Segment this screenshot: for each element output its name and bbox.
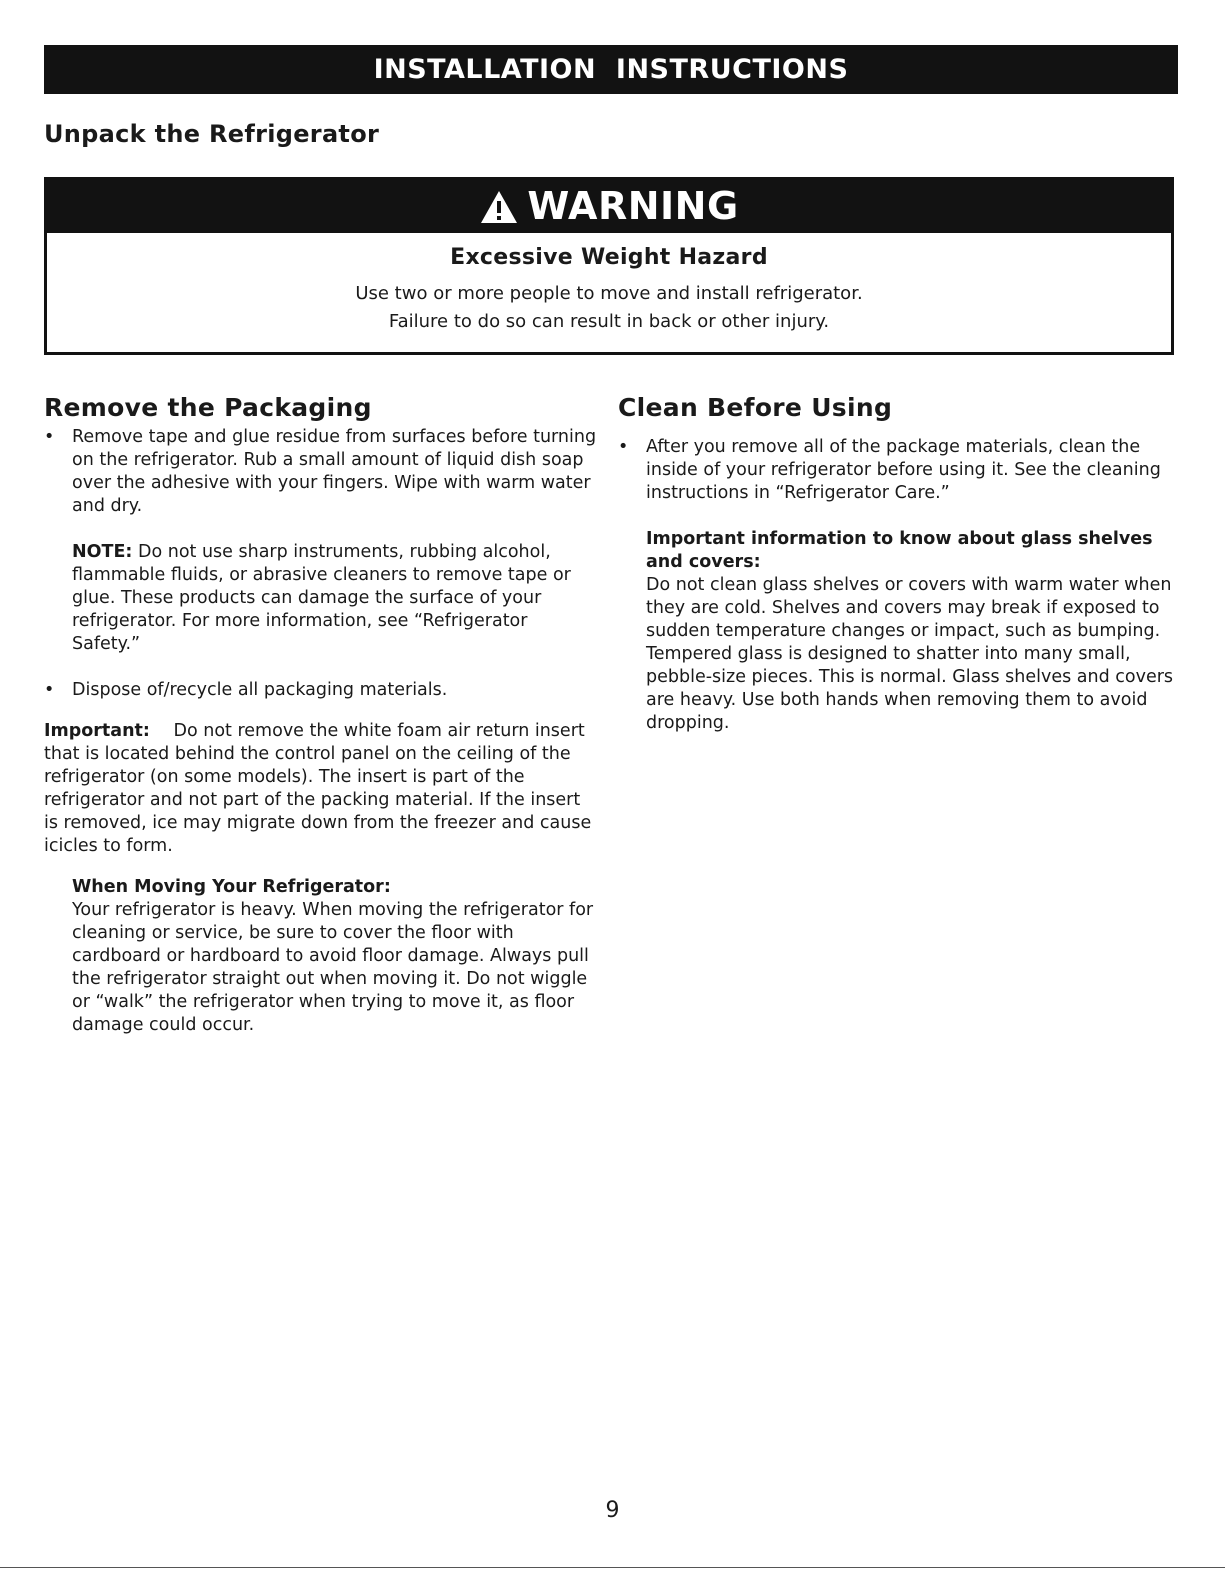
- warning-bar: [47, 180, 1171, 233]
- important-text: Do not remove the white foam air return insert that is located behind the control panel on the ceiling of the refrigerator (on some models). The insert is part of the refrigerator and not part of the packing material. If the insert is removed, ice may migrate down from the freezer and cause icicles to form.: [44, 721, 592, 856]
- bullet-icon: •: [618, 437, 629, 457]
- bullet-icon: •: [44, 427, 55, 447]
- important-label: Important:: [44, 721, 150, 741]
- important-paragraph: [44, 720, 599, 858]
- warning-triangle-icon: [479, 189, 519, 225]
- section-header-title: INSTALLATION INSTRUCTIONS: [373, 54, 849, 85]
- hazard-title: Excessive Weight Hazard: [450, 245, 768, 270]
- glass-heading: Important information to know about glass shelves and covers:: [646, 529, 1153, 572]
- moving-heading: When Moving Your Refrigerator:: [72, 877, 391, 897]
- remove-packaging-bullet-2: [44, 679, 599, 702]
- glass-paragraph: [618, 528, 1178, 735]
- glass-text: Do not clean glass shelves or covers with warm water when they are cold. Shelves and covers may break if exposed to sudden temperature changes or impact, such as bumping. Tempered glass is designed to shatter into many small, pebble-size pieces. This is normal. Glass shelves and covers are heavy. Use both hands when removing them to avoid dropping.: [646, 575, 1174, 733]
- hazard-line-1: Use two or more people to move and install refrigerator.: [355, 283, 863, 304]
- note-label: NOTE:: [72, 542, 133, 562]
- remove-packaging-section: [44, 393, 599, 1037]
- bullet-text: Remove tape and glue residue from surfaces before turning on the refrigerator. Rub a small amount of liquid dish soap over the adhesive with your fingers. Wipe with warm water and dry.: [72, 427, 597, 516]
- bullet-text: After you remove all of the package materials, clean the inside of your refrigerator before using it. See the cleaning instructions in “Refrigerator Care.”: [646, 437, 1161, 503]
- clean-before-bullet-1: [618, 436, 1178, 505]
- remove-packaging-bullet-1: [44, 426, 599, 518]
- page-number: 9: [605, 1498, 620, 1523]
- remove-packaging-heading: Remove the Packaging: [44, 393, 372, 422]
- footer-divider: [0, 1567, 1225, 1568]
- warning-box: [44, 177, 1174, 355]
- unpack-heading: Unpack the Refrigerator: [44, 120, 380, 148]
- warning-title: WARNING: [527, 184, 739, 228]
- section-header-bar: [44, 45, 1178, 94]
- clean-before-heading: Clean Before Using: [618, 393, 893, 422]
- hazard-line-2: Failure to do so can result in back or other injury.: [388, 311, 830, 332]
- bullet-icon: •: [44, 680, 55, 700]
- note-text: Do not use sharp instruments, rubbing alcohol, flammable fluids, or abrasive cleaners to remove tape or glue. These products can damage the surface of your refrigerator. For more information, see “Refrigerator Safety.”: [72, 542, 571, 654]
- moving-text: Your refrigerator is heavy. When moving the refrigerator for cleaning or service, be sure to cover the floor with cardboard or hardboard to avoid floor damage. Always pull the refrigerator straight out when moving it. Do not wiggle or “walk” the refrigerator when trying to move it, as floor damage could occur.: [72, 900, 594, 1035]
- clean-before-section: [618, 393, 1178, 735]
- note-paragraph: [44, 541, 599, 656]
- moving-paragraph: [44, 876, 599, 1037]
- bullet-text: Dispose of/recycle all packaging materials.: [72, 680, 448, 700]
- hazard-text: [47, 280, 1171, 336]
